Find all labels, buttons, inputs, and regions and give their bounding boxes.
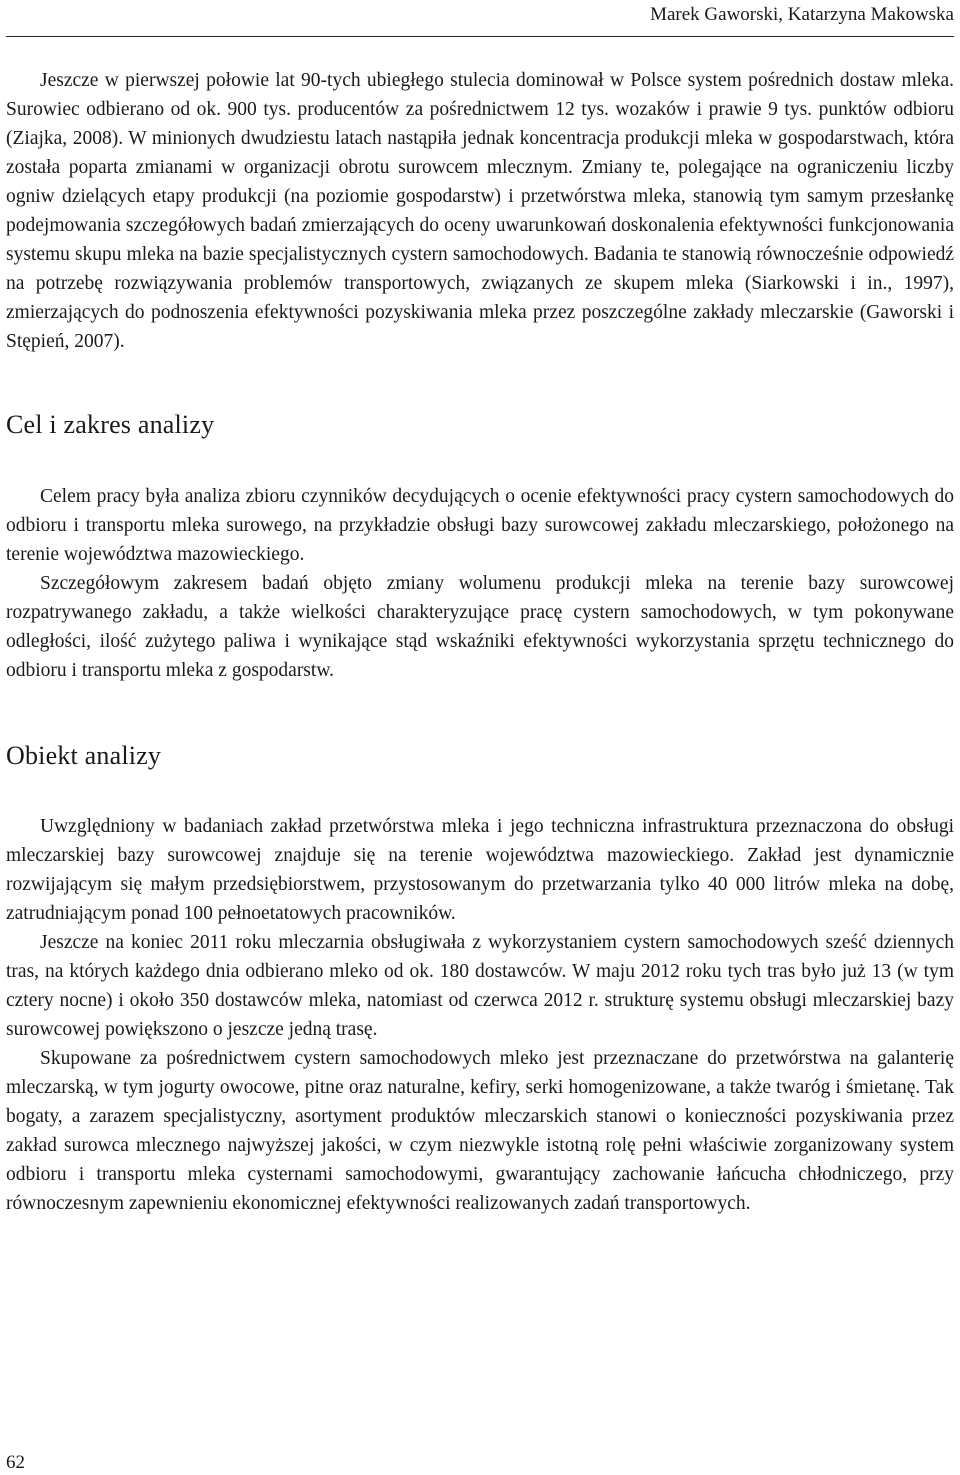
paragraph: Szczegółowym zakresem badań objęto zmiany wolumenu produkcji mleka na terenie bazy surowcowej rozpatrywanego zakładu, a także wielkości charakteryzujące pracę cystern samochodowych, w tym pokonywane odległości, ilość zużytego paliwa i wynikające stąd wskaźniki efektywności wykorzystania sprzętu technicznego do odbioru i transportu mleka z gospodarstw. <box>6 573 954 681</box>
intro-paragraph: Jeszcze w pierwszej połowie lat 90-tych ubiegłego stulecia dominował w Polsce system pośrednich dostaw mleka. Surowiec odbierano od ok. 900 tys. producentów za pośrednictwem 12 tys. wozaków i prawie 9 tys. punktów odbioru (Ziajka, 2008). W minionych dwudziestu latach nastąpiła jednak koncentracja produkcji mleka w gospodarstwach, która została poparta zmianami w organizacji obrotu surowcem mlecznym. Zmiany te, polegające na ograniczeniu liczby ogniw dzielących etapy produkcji (na poziomie gospodarstw) i przetwórstwa mleka, stanowią tym samym przesłankę podejmowania szczegółowych badań zmierzających do oceny uwarunkowań doskonalenia efektywności funkcjonowania systemu skupu mleka na bazie specjalistycznych cystern samochodowych. Badania te stanowią równocześnie odpowiedź na potrzebę rozwiązywania problemów transportowych, związanych ze skupem mleka (Siarkowski i in., 1997), zmierzających do podnoszenia efektywności pozyskiwania mleka przez poszczególne zakłady mleczarskie (Gaworski i Stępień, 2007). <box>6 70 954 352</box>
paragraph: Jeszcze na koniec 2011 roku mleczarnia obsługiwała z wykorzystaniem cystern samochodowych sześć dziennych tras, na których każdego dnia odbierano mleko od ok. 180 dostawców. W maju 2012 roku tych tras było już 13 (w tym cztery nocne) i około 350 dostawców mleka, natomiast od czerwca 2012 r. strukturę systemu obsługi mleczarskiej bazy surowcowej powiększono o jeszcze jedną trasę. <box>6 932 954 1040</box>
paragraph: Skupowane za pośrednictwem cystern samochodowych mleko jest przeznaczane do przetwórstwa na galanterię mleczarską, w tym jogurty owocowe, pitne oraz naturalne, kefiry, serki homogenizowane, a także twaróg i śmietanę. Tak bogaty, a zarazem specjalistyczny, asortyment produktów mleczarskich stanowi o konieczności pozyskiwania przez zakład surowca mlecznego najwyższej jakości, w czym niezwykle istotną rolę pełni właściwie zorganizowany system odbioru i transportu mleka cysternami samochodowymi, gwarantujący zachowanie łańcucha chłodniczego, przy równoczesnym zapewnieniu ekonomicznej efektywności realizowanych zadań transportowych. <box>6 1048 954 1214</box>
section-heading-cel: Cel i zakres analizy <box>6 410 215 439</box>
section-heading-obiekt: Obiekt analizy <box>6 741 162 770</box>
header-rule <box>6 36 954 37</box>
paragraph: Celem pracy była analiza zbioru czynników decydujących o ocenie efektywności pracy cystern samochodowych do odbioru i transportu mleka surowego, na przykładzie obsługi bazy surowcowej zakładu mleczarskiego, położonego na terenie województwa mazowieckiego. <box>6 486 954 565</box>
paragraph: Uwzględniony w badaniach zakład przetwórstwa mleka i jego techniczna infrastruktura przeznaczona do obsługi mleczarskiej bazy surowcowej znajduje się na terenie województwa mazowieckiego. Zakład jest dynamicznie rozwijającym się małym przedsiębiorstwem, przystosowanym do przetwarzania tylko 40 000 litrów mleka na dobę, zatrudniającym ponad 100 pełnoetatowych pracowników. <box>6 816 954 924</box>
page-number: 62 <box>6 1452 25 1473</box>
running-header: Marek Gaworski, Katarzyna Makowska <box>650 4 954 25</box>
page-body <box>6 66 954 1218</box>
